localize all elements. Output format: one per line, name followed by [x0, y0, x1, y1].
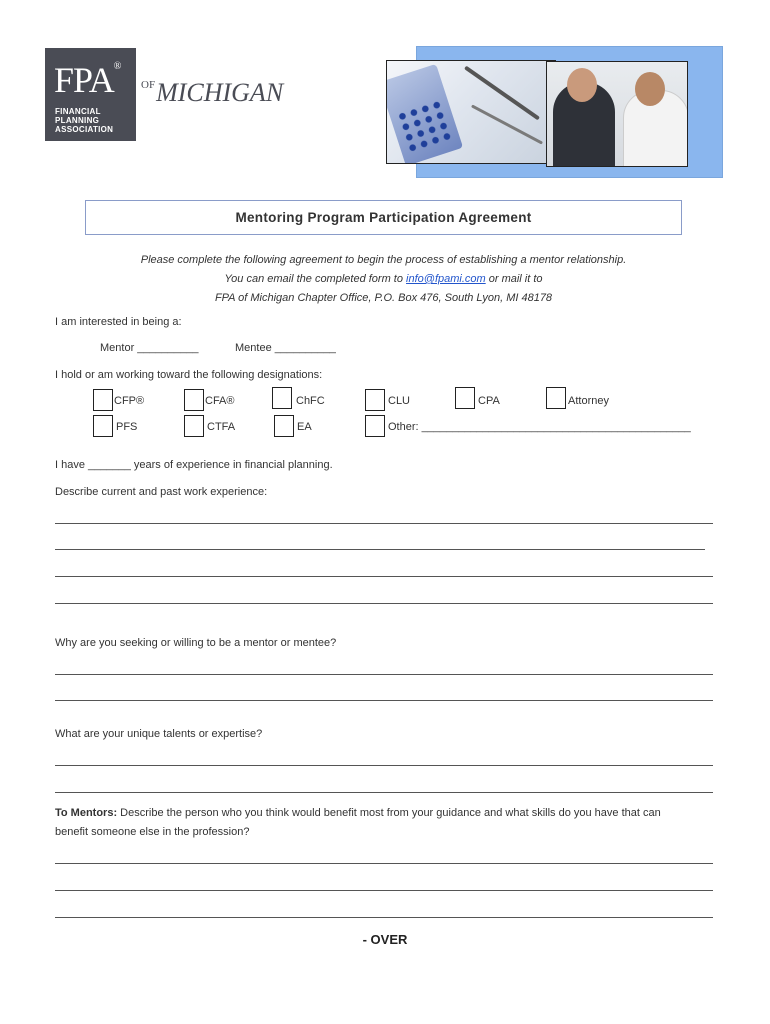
label-cfa: CFA®: [205, 395, 235, 407]
answer-line[interactable]: [55, 549, 705, 550]
work-experience-prompt: Describe current and past work experience:: [55, 486, 268, 498]
checkbox-cfp[interactable]: [93, 389, 113, 411]
intro-line-2: You can email the completed form to info@fpami.com or mail it to: [224, 273, 543, 285]
people-photo: [546, 61, 688, 167]
checkbox-clu[interactable]: [365, 389, 385, 411]
checkbox-ea[interactable]: [274, 415, 294, 437]
label-cpa: CPA: [478, 395, 500, 407]
label-attorney: Attorney: [568, 395, 609, 407]
mentors-label: To Mentors:: [55, 807, 118, 819]
mentors-prompt: To Mentors: Describe the person who you think would benefit most from your guidance and what skills do you have that can: [55, 807, 661, 819]
talents-prompt: What are your unique talents or expertise?: [55, 728, 263, 740]
answer-line[interactable]: [55, 576, 713, 577]
checkbox-other[interactable]: [365, 415, 385, 437]
mentors-prompt-line-2: benefit someone else in the profession?: [55, 826, 250, 838]
label-clu: CLU: [388, 395, 411, 407]
answer-line[interactable]: [55, 603, 713, 604]
mentee-field[interactable]: Mentee __________: [235, 342, 336, 354]
form-title-box: [85, 200, 682, 235]
label-ea: EA: [297, 421, 312, 433]
intro-line-3: FPA of Michigan Chapter Office, P.O. Box 476, South Lyon, MI 48178: [214, 292, 553, 304]
label-chfc: ChFC: [296, 395, 325, 407]
logo-subtitle: FINANCIAL PLANNING ASSOCIATION: [55, 107, 114, 134]
answer-line[interactable]: [55, 674, 713, 675]
checkbox-pfs[interactable]: [93, 415, 113, 437]
over-footer: - OVER: [362, 932, 408, 947]
answer-line[interactable]: [55, 765, 713, 766]
why-prompt: Why are you seeking or willing to be a mentor or mentee?: [55, 637, 337, 649]
checkbox-chfc[interactable]: [272, 387, 292, 409]
answer-line[interactable]: [55, 523, 713, 524]
checkbox-cpa[interactable]: [455, 387, 475, 409]
label-ctfa: CTFA: [207, 421, 236, 433]
mentor-field[interactable]: Mentor __________: [100, 342, 199, 354]
answer-line[interactable]: [55, 700, 713, 701]
answer-line[interactable]: [55, 890, 713, 891]
intro-line-1: Please complete the following agreement to begin the process of establishing a mentor relationship.: [140, 254, 627, 266]
calculator-photo: [386, 60, 556, 164]
answer-line[interactable]: [55, 863, 713, 864]
other-field[interactable]: Other: ____________________________________________: [388, 421, 691, 433]
years-experience-field[interactable]: I have _______ years of experience in financial planning.: [55, 459, 333, 471]
answer-line[interactable]: [55, 917, 713, 918]
email-link[interactable]: info@fpami.com: [406, 273, 486, 285]
chapter-name: $^{OF}$MICHIGAN: [141, 78, 284, 107]
label-pfs: PFS: [116, 421, 138, 433]
answer-line[interactable]: [55, 792, 713, 793]
fpa-logo: [45, 48, 136, 141]
designations-prompt: I hold or am working toward the following designations:: [55, 369, 323, 381]
form-title: Mentoring Program Participation Agreement: [235, 210, 532, 225]
checkbox-ctfa[interactable]: [184, 415, 204, 437]
label-cfp: CFP®: [114, 395, 145, 407]
checkbox-cfa[interactable]: [184, 389, 204, 411]
interest-prompt: I am interested in being a:: [55, 316, 182, 328]
logo-mark: FPA®: [54, 60, 121, 100]
checkbox-attorney[interactable]: [546, 387, 566, 409]
